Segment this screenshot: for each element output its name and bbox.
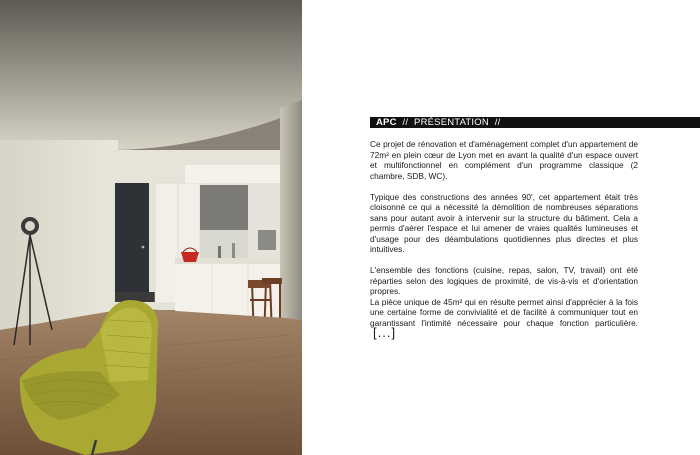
paragraph-functions: L'ensemble des fonctions (cuisine, repas, salon, TV, travail) ont été réparties selon des logiques de proximité, de vis-à-vis et d'orientation propres. xyxy=(370,265,638,296)
paragraph-context: Typique des constructions des années 90', cet appartement était très cloisonné ce qui a nécessité la démolition de nombreuses séparations sans pour autant avoir à intervenir sur la structure du bâtiment. Cela a permis d'aérer l'espace et lui amener de vraies qualités lumineuses et d'usage pour des déambulations quotidiennes plus directes et plus intuitives. xyxy=(370,191,638,254)
red-basket xyxy=(181,252,199,262)
front-door xyxy=(115,183,149,301)
presentation-text xyxy=(370,139,638,340)
header-separator: // xyxy=(399,117,412,128)
continuation-ellipsis: [...] xyxy=(373,325,397,340)
paragraph-intro: Ce projet de rénovation et d'aménagement complet d'un appartement de 72m² en plein cœur de Lyon met en avant la qualité d'un espace ouvert et multifonctionnel en complément d'un programme classique (2 chambre, SDB, WC). xyxy=(370,139,638,181)
section-header-bar xyxy=(370,117,700,128)
door-handle xyxy=(142,246,145,249)
header-separator-end: // xyxy=(491,117,501,128)
interior-photo xyxy=(0,0,302,455)
paragraph-main-room xyxy=(370,297,638,340)
paragraph-main-room-text: La pièce unique de 45m² qui en résulte permet ainsi d'apprécier à la fois une certaine forme de convivialité et de facilité à communiquer tout en garantissant l'intimité nécessaire pour chaque fonction particulière. xyxy=(370,296,638,328)
kitchen-splashback xyxy=(200,230,248,258)
brand-label: APC xyxy=(376,117,397,128)
upper-kitchen-units xyxy=(200,185,248,230)
ceiling xyxy=(0,0,302,150)
section-title: PRÉSENTATION xyxy=(414,117,489,128)
text-panel xyxy=(302,0,700,455)
ceiling-soffit xyxy=(185,165,280,183)
interior-apartment-photo-icon xyxy=(0,0,302,455)
door-mat xyxy=(115,292,159,302)
kitchen-appliance xyxy=(258,230,276,250)
